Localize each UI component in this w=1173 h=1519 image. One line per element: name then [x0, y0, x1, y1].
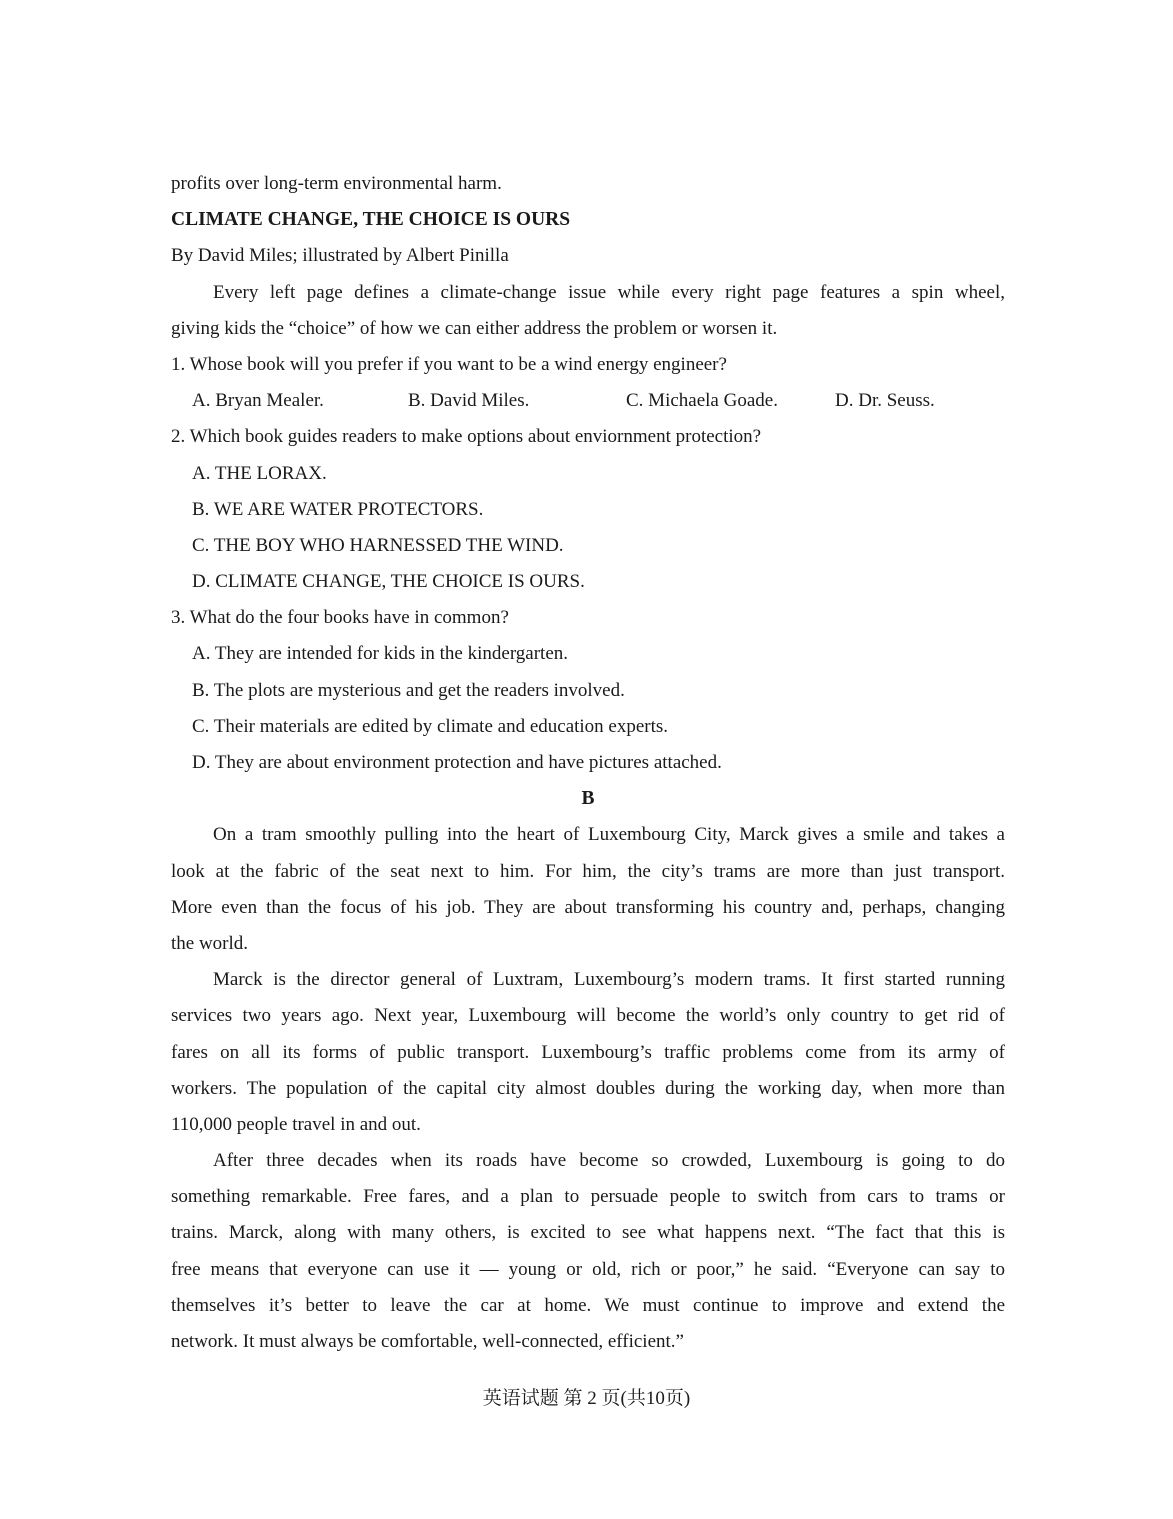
question-stem: 3. What do the four books have in common?	[171, 607, 509, 629]
option-d[interactable]: D. Dr. Seuss.	[835, 390, 935, 412]
paragraph-line: services two years ago. Next year, Luxembourg will become the world’s only country to get rid of	[171, 1005, 1005, 1027]
paragraph-line: network. It must always be comfortable, well-connected, efficient.”	[171, 1331, 684, 1352]
paragraph-line: fares on all its forms of public transport. Luxembourg’s traffic problems come from its army of	[171, 1041, 1005, 1063]
paragraph-line: trains. Marck, along with many others, is excited to see what happens next. “The fact that this is	[171, 1222, 1005, 1244]
option-d[interactable]: D. CLIMATE CHANGE, THE CHOICE IS OURS.	[192, 571, 585, 593]
question-options-row	[171, 383, 1005, 419]
option-d[interactable]: D. They are about environment protection and have pictures attached.	[192, 752, 722, 773]
page-body	[171, 166, 1005, 1360]
option-a[interactable]: A. THE LORAX.	[192, 462, 327, 484]
paragraph-line: free means that everyone can use it — young or old, rich or poor,” he said. “Everyone can say to	[171, 1258, 1005, 1280]
paragraph-line: 110,000 people travel in and out.	[171, 1113, 421, 1135]
option-b[interactable]: B. WE ARE WATER PROTECTORS.	[192, 498, 484, 520]
option-b[interactable]: B. David Miles.	[408, 390, 530, 412]
paragraph-line: On a tram smoothly pulling into the heart of Luxembourg City, Marck gives a smile and takes a	[213, 824, 1005, 846]
option-c[interactable]: C. Michaela Goade.	[626, 390, 778, 412]
paragraph-line: workers. The population of the capital city almost doubles during the working day, when more than	[171, 1077, 1005, 1099]
book-byline: By David Miles; illustrated by Albert Pinilla	[171, 245, 509, 267]
book-title: CLIMATE CHANGE, THE CHOICE IS OURS	[171, 209, 571, 231]
paragraph-line: More even than the focus of his job. They are about transforming his country and, perhaps, changing	[171, 896, 1005, 918]
option-b[interactable]: B. The plots are mysterious and get the readers involved.	[192, 679, 625, 701]
paragraph-line: the world.	[171, 932, 249, 954]
option-c[interactable]: C. Their materials are edited by climate and education experts.	[192, 715, 669, 737]
paragraph-line: After three decades when its roads have become so crowded, Luxembourg is going to do	[213, 1150, 1005, 1172]
paragraph-line: themselves it’s better to leave the car at home. We must continue to improve and extend the	[171, 1294, 1005, 1316]
paragraph-line: something remarkable. Free fares, and a plan to persuade people to switch from cars to trams or	[171, 1186, 1005, 1208]
carryover-text: profits over long-term environmental harm.	[171, 173, 502, 194]
question-stem: 2. Which book guides readers to make options about enviornment protection?	[171, 426, 762, 448]
page-footer: 英语试题 第 2 页(共10页)	[482, 1388, 691, 1409]
section-heading: B	[581, 788, 595, 810]
option-a[interactable]: A. Bryan Mealer.	[192, 390, 324, 412]
question-stem: 1. Whose book will you prefer if you want to be a wind energy engineer?	[171, 353, 727, 375]
book-description-line: Every left page defines a climate-change issue while every right page features a spin wheel,	[213, 281, 1005, 303]
book-description-line: giving kids the “choice” of how we can either address the problem or worsen it.	[171, 317, 778, 339]
option-a[interactable]: A. They are intended for kids in the kindergarten.	[192, 643, 569, 665]
paragraph-line: look at the fabric of the seat next to him. For him, the city’s trams are more than just transport.	[171, 860, 1005, 882]
option-c[interactable]: C. THE BOY WHO HARNESSED THE WIND.	[192, 534, 564, 556]
paragraph-line: Marck is the director general of Luxtram, Luxembourg’s modern trams. It first started running	[213, 969, 1005, 991]
